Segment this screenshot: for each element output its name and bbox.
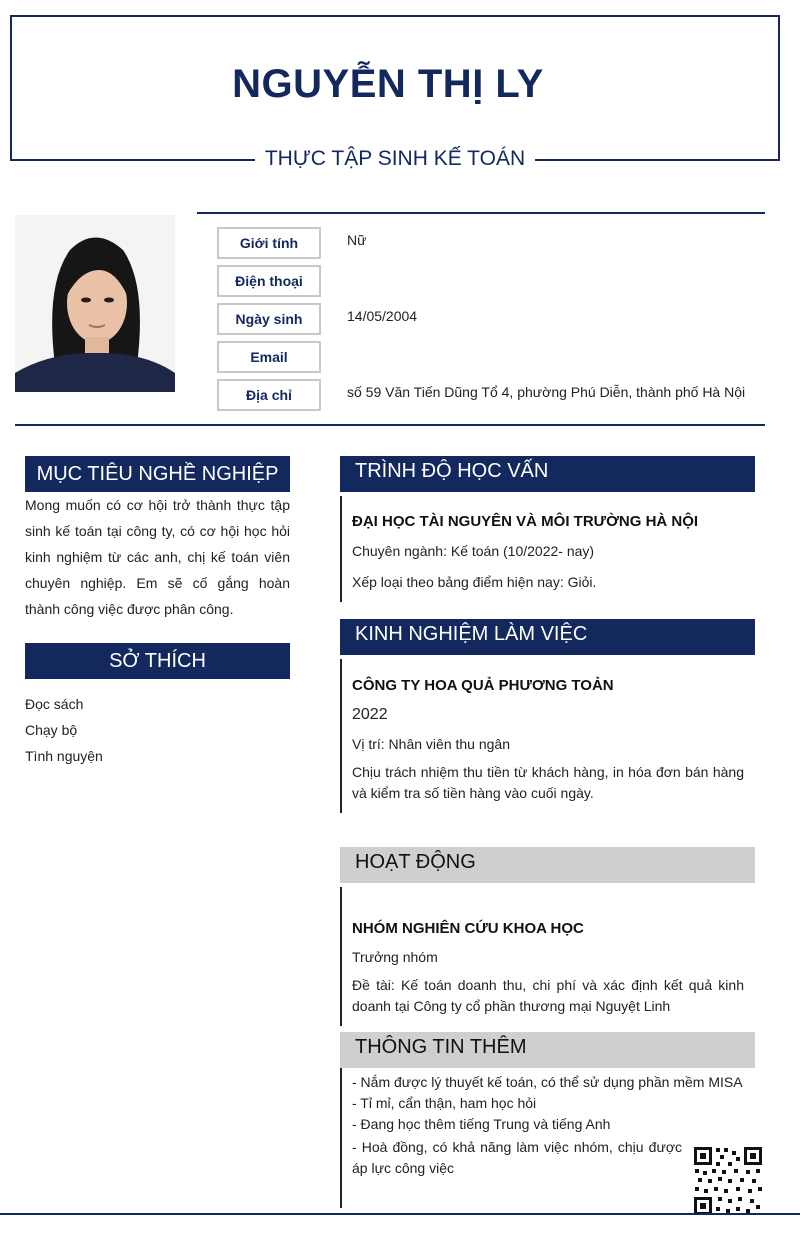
objective-text: Mong muốn có cơ hội trở thành thực tập sinh kế toán tại công ty, có cơ hội học hỏi kinh nghiệm từ các anh, chị kế toán viên chuyên nghiệp. Em sẽ cố gắng hoàn thành công việc được phân công.	[25, 497, 290, 617]
gender-value: Nữ	[347, 232, 367, 248]
job-title: THỰC TẬP SINH KẾ TOÁN	[264, 147, 526, 170]
extra-heading: THÔNG TIN THÊM	[340, 1032, 755, 1068]
job-title-wrap	[255, 143, 535, 175]
objective-heading: MỤC TIÊU NGHỀ NGHIỆP	[25, 456, 290, 492]
hobbies-heading: SỞ THÍCH	[25, 643, 290, 679]
education-heading: TRÌNH ĐỘ HỌC VẤN	[340, 456, 755, 492]
experience-desc: Chịu trách nhiệm thu tiền từ khách hàng, in hóa đơn bán hàng và kiểm tra số tiền hàng vào cuối ngày.	[352, 764, 744, 801]
extra-item: - Tỉ mỉ, cẩn thận, ham học hỏi	[352, 1095, 537, 1111]
portrait-illustration-icon	[15, 215, 175, 392]
hobby-item: Tình nguyện	[25, 748, 103, 764]
candidate-name: NGUYỄN THỊ LY	[232, 62, 544, 106]
education-major: Chuyên ngành: Kế toán (10/2022- nay)	[352, 543, 595, 559]
birth-label: Ngày sinh	[217, 303, 321, 335]
experience-heading: KINH NGHIỆM LÀM VIỆC	[340, 619, 755, 655]
divider-top	[197, 212, 765, 214]
birth-value: 14/05/2004	[347, 308, 418, 324]
profile-photo	[15, 215, 175, 392]
activities-heading: HOẠT ĐỘNG	[340, 847, 755, 883]
qr-code-icon	[692, 1145, 764, 1217]
experience-company: CÔNG TY HOA QUẢ PHƯƠNG TOẢN	[352, 677, 614, 694]
extra-item: - Đang học thêm tiếng Trung và tiếng Anh	[352, 1116, 611, 1132]
education-bar	[340, 496, 342, 602]
activities-bar	[340, 887, 342, 1026]
experience-position: Vị trí: Nhân viên thu ngân	[352, 736, 510, 752]
extra-item: - Hoà đồng, có khả năng làm việc nhóm, chịu được áp lực công việc	[352, 1139, 682, 1176]
activities-group: NHÓM NGHIÊN CỨU KHOA HỌC	[352, 920, 584, 937]
phone-label: Điện thoại	[217, 265, 321, 297]
divider-bottom	[0, 1213, 800, 1215]
gender-label: Giới tính	[217, 227, 321, 259]
address-label: Địa chỉ	[217, 379, 321, 411]
extra-bar	[340, 1068, 342, 1208]
activities-topic: Đề tài: Kế toán doanh thu, chi phí và xác định kết quả kinh doanh tại Công ty cổ phần thương mại Nguyệt Linh	[352, 977, 744, 1014]
experience-year: 2022	[352, 706, 388, 723]
experience-bar	[340, 659, 342, 813]
hobby-item: Chạy bộ	[25, 722, 78, 738]
education-school: ĐẠI HỌC TÀI NGUYÊN VÀ MÔI TRƯỜNG HÀ NỘI	[352, 513, 699, 530]
hobby-item: Đọc sách	[25, 696, 84, 712]
email-label: Email	[217, 341, 321, 373]
extra-item: - Nắm được lý thuyết kế toán, có thể sử dụng phần mềm MISA	[352, 1074, 743, 1090]
education-grade: Xếp loại theo bảng điểm hiện nay: Giỏi.	[352, 574, 597, 590]
divider-middle	[15, 424, 765, 426]
address-value: số 59 Văn Tiến Dũng Tổ 4, phường Phú Diễn, thành phố Hà Nội	[347, 384, 746, 400]
activities-role: Trưởng nhóm	[352, 949, 438, 965]
